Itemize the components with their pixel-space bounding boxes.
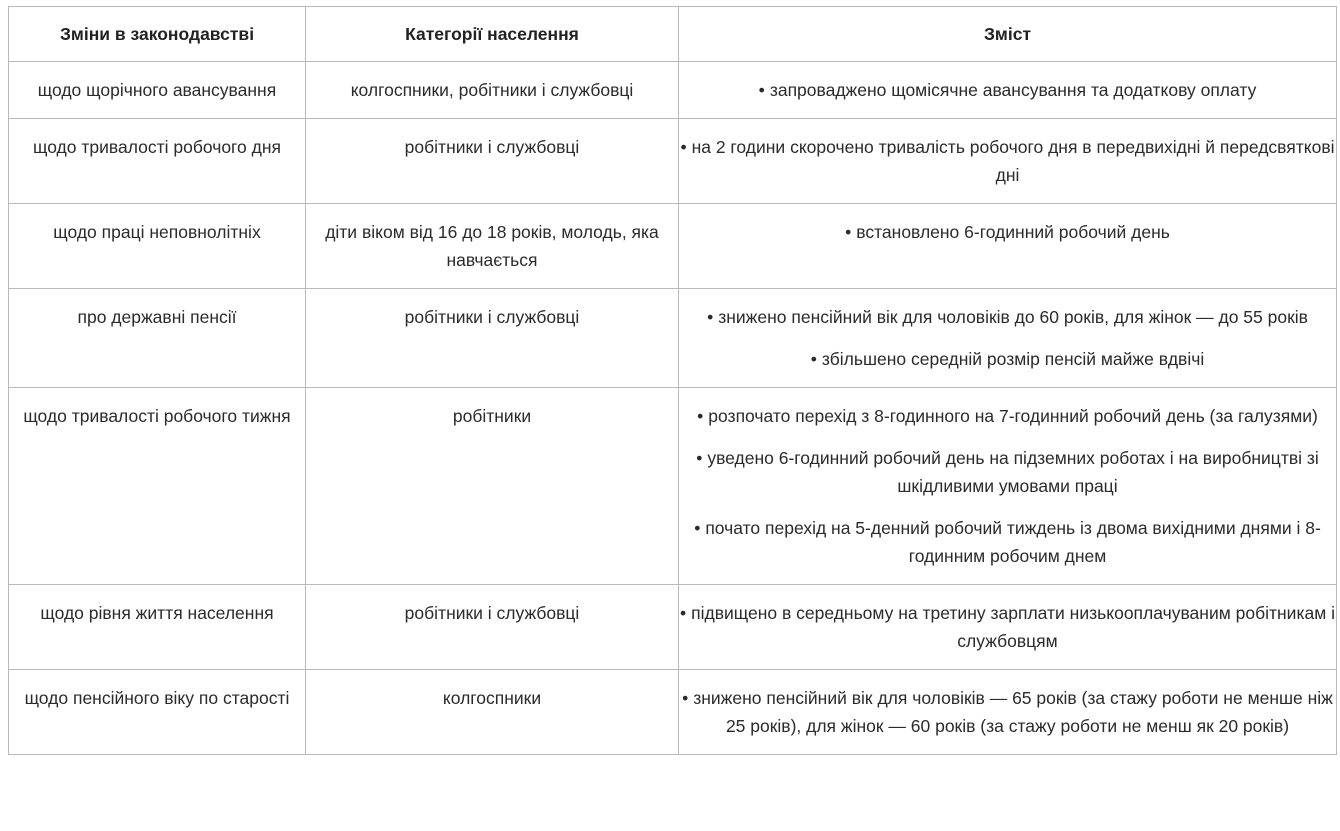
cell-content: [679, 62, 1337, 119]
table-row: [9, 289, 1337, 388]
cell-content: [679, 119, 1337, 204]
bullet-text: збільшено середній розмір пенсій майже вдвічі: [821, 349, 1205, 369]
table-row: [9, 204, 1337, 289]
table-row: [9, 670, 1337, 755]
cell-law-change: щодо тривалості робочого тижня: [9, 388, 306, 585]
content-bullet-item: [679, 514, 1336, 570]
bullet-icon: •: [707, 307, 714, 327]
table-header: [9, 7, 1337, 62]
cell-content: [679, 388, 1337, 585]
table-row: [9, 62, 1337, 119]
bullet-icon: •: [845, 222, 852, 242]
content-bullet-item: [679, 684, 1336, 740]
content-bullet-item: [679, 444, 1336, 500]
header-content: Зміст: [679, 7, 1337, 62]
bullet-icon: •: [694, 518, 701, 538]
cell-content: [679, 670, 1337, 755]
cell-law-change: щодо тривалості робочого дня: [9, 119, 306, 204]
header-row: [9, 7, 1337, 62]
content-bullet-item: [679, 345, 1336, 373]
table-row: [9, 585, 1337, 670]
table-row: [9, 388, 1337, 585]
cell-population-category: діти віком від 16 до 18 років, молодь, яка навчається: [306, 204, 679, 289]
content-bullet-item: [679, 402, 1336, 430]
bullet-text: підвищено в середньому на третину зарплати низькооплачуваним робітникам і службовцям: [691, 603, 1336, 651]
header-law-changes: Зміни в законодавстві: [9, 7, 306, 62]
table-row: [9, 119, 1337, 204]
cell-population-category: робітники і службовці: [306, 119, 679, 204]
bullet-icon: •: [696, 448, 703, 468]
cell-population-category: колгоспники, робітники і службовці: [306, 62, 679, 119]
cell-content: [679, 204, 1337, 289]
cell-population-category: робітники: [306, 388, 679, 585]
bullet-text: запроваджено щомісячне авансування та додаткову оплату: [769, 80, 1257, 100]
table-body: [9, 62, 1337, 755]
cell-population-category: колгоспники: [306, 670, 679, 755]
cell-law-change: щодо праці неповнолітніх: [9, 204, 306, 289]
bullet-text: розпочато перехід з 8-годинного на 7-годинний робочий день (за галузями): [708, 406, 1318, 426]
bullet-text: встановлено 6-годинний робочий день: [856, 222, 1170, 242]
cell-law-change: щодо щорічного авансування: [9, 62, 306, 119]
legislation-table: [8, 6, 1337, 755]
bullet-icon: •: [810, 349, 817, 369]
cell-law-change: щодо рівня життя населення: [9, 585, 306, 670]
cell-law-change: щодо пенсійного віку по старості: [9, 670, 306, 755]
cell-content: [679, 585, 1337, 670]
cell-population-category: робітники і службовці: [306, 289, 679, 388]
cell-law-change: про державні пенсії: [9, 289, 306, 388]
cell-content: [679, 289, 1337, 388]
bullet-text: знижено пенсійний вік для чоловіків до 60 років, для жінок — до 55 років: [718, 307, 1308, 327]
cell-population-category: робітники і службовці: [306, 585, 679, 670]
bullet-icon: •: [679, 603, 687, 623]
bullet-text: уведено 6-годинний робочий день на підземних роботах і на виробництві зі шкідливими умовами праці: [707, 448, 1319, 496]
content-bullet-item: [679, 599, 1336, 655]
bullet-icon: •: [682, 688, 689, 708]
bullet-text: почато перехід на 5-денний робочий тиждень із двома вихідними днями і 8-годинним робочим днем: [705, 518, 1321, 566]
bullet-text: на 2 години скорочено тривалість робочого дня в передвихідні й передсвяткові дні: [691, 137, 1335, 185]
content-bullet-item: [679, 76, 1336, 104]
bullet-text: знижено пенсійний вік для чоловіків — 65 років (за стажу роботи не менше ніж 25 років), для жінок — 60 років (за стажу роботи не менш як 20 років): [693, 688, 1333, 736]
content-bullet-item: [679, 218, 1336, 246]
header-population-categories: Категорії населення: [306, 7, 679, 62]
bullet-icon: •: [697, 406, 704, 426]
content-bullet-item: [679, 303, 1336, 331]
content-bullet-item: [679, 133, 1336, 189]
bullet-icon: •: [680, 137, 687, 157]
bullet-icon: •: [758, 80, 765, 100]
